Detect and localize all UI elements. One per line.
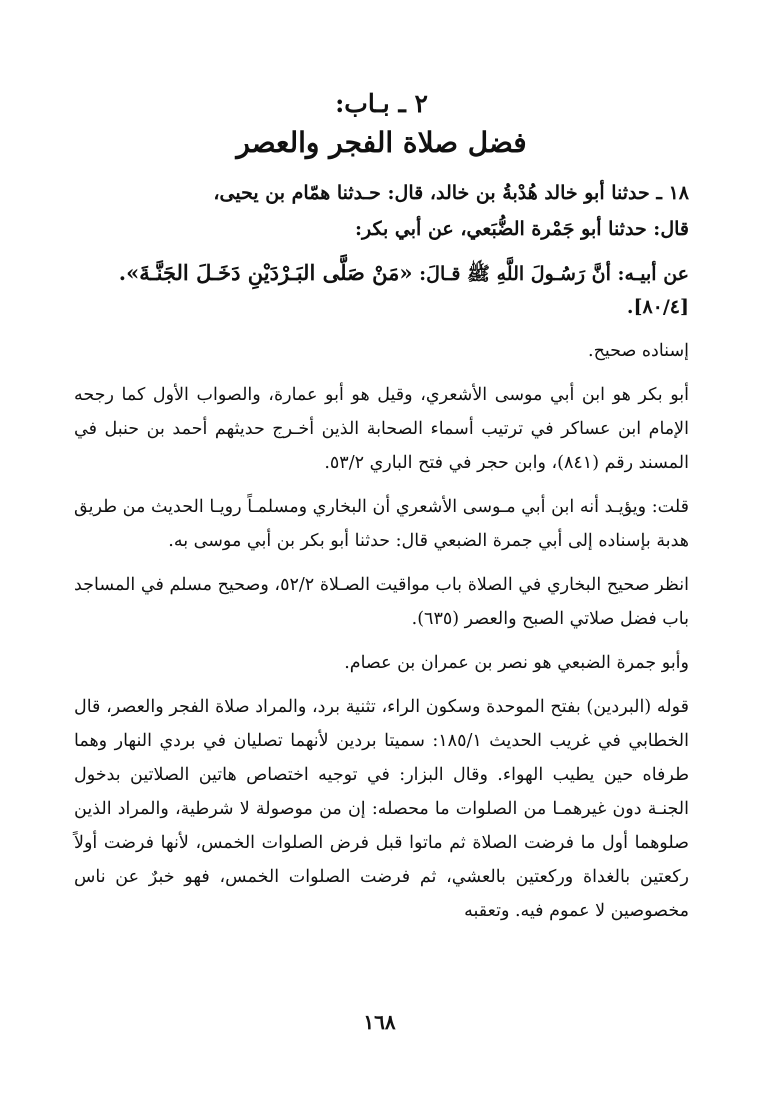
commentary-paragraph: قوله (البردين) بفتح الموحدة وسكون الراء، تثنية برد، والمراد صلاة الفجر والعصر، قال الخطابي في غريب الحديث ١٨٥/١: سميتا بردين لأنهما تصليان في بردي النهار وهما طرفاه حين يطيب الهواء. وقال البزار: في توجيه اختصاص هاتين الصلاتين بدخول الجنـة دون غيرهمـا من الصلوات ما محصله: إن من موصولة لا شرطية، والمراد الذين صلوهما أول ما فرضت الصلاة ثم ماتوا قبل فرض الصلوات الخمس، لأنها فرضت أولاً ركعتين بالغداة وركعتين بالعشي، ثم فرضت الصلوات الخمس، فهو خبرٌ عن ناس مخصوصين لا عموم فيه. وتعقبه: [74, 696, 689, 921]
hadith-chain-line-1: ١٨ ـ حدثنا أبو خالد هُدْبةُ بن خالد، قال: حـدثنا همّام بن يحيى،: [213, 181, 689, 204]
hadith-block: [74, 175, 689, 322]
commentary-paragraph: قلت: ويؤيـد أنه ابن أبي مـوسى الأشعري أن البخاري ومسلمـاً رويـا الحديث من طريق هدبة بإسناده إلى أبي جمرة الضبعي قال: حدثنا أبو بكر بن أبي موسى به.: [74, 496, 689, 551]
commentary-paragraph: أبو بكر هو ابن أبي موسى الأشعري، وقيل هو أبو عمارة، والصواب الأول كما رجحه الإمام ابن عساكر في ترتيب أسماء الصحابة الذين أخـرج حديثهم أحمد بن حنبل في المسند رقم (٨٤١)، وابن حجر في فتح الباري ٥٣/٢.: [74, 384, 689, 473]
hadith-chain-line-2: قال: حدثنا أبو جَمْرة الضُّبَعي، عن أبي بكر:: [355, 217, 689, 240]
hadith-reference: [٨٠/٤].: [626, 295, 689, 318]
hadith-intro: عن أبيـه: أنَّ رَسُـولَ اللَّهِ ﷺ قـالَ:: [419, 262, 689, 285]
hadith-quote: «مَنْ صَلَّى البَـرْدَيْنِ دَخَـلَ الجَنَّـةَ».: [118, 259, 413, 285]
page-number: ١٦٨: [363, 1010, 396, 1034]
chapter-title: فضل صلاة الفجر والعصر: [236, 125, 527, 159]
commentary-paragraph: انظر صحيح البخاري في الصلاة باب مواقيت الصـلاة ٥٢/٢، وصحيح مسلم في المساجد باب فضل صلاتي الصبح والعصر (٦٣٥).: [74, 574, 689, 629]
commentary-paragraph: وأبو جمرة الضبعي هو نصر بن عمران بن عصام.: [344, 652, 689, 673]
chapter-number: ٢ ـ بـاب:: [335, 89, 428, 118]
hadith-text: [74, 255, 689, 292]
commentary-paragraph: إسناده صحيح.: [588, 340, 689, 361]
